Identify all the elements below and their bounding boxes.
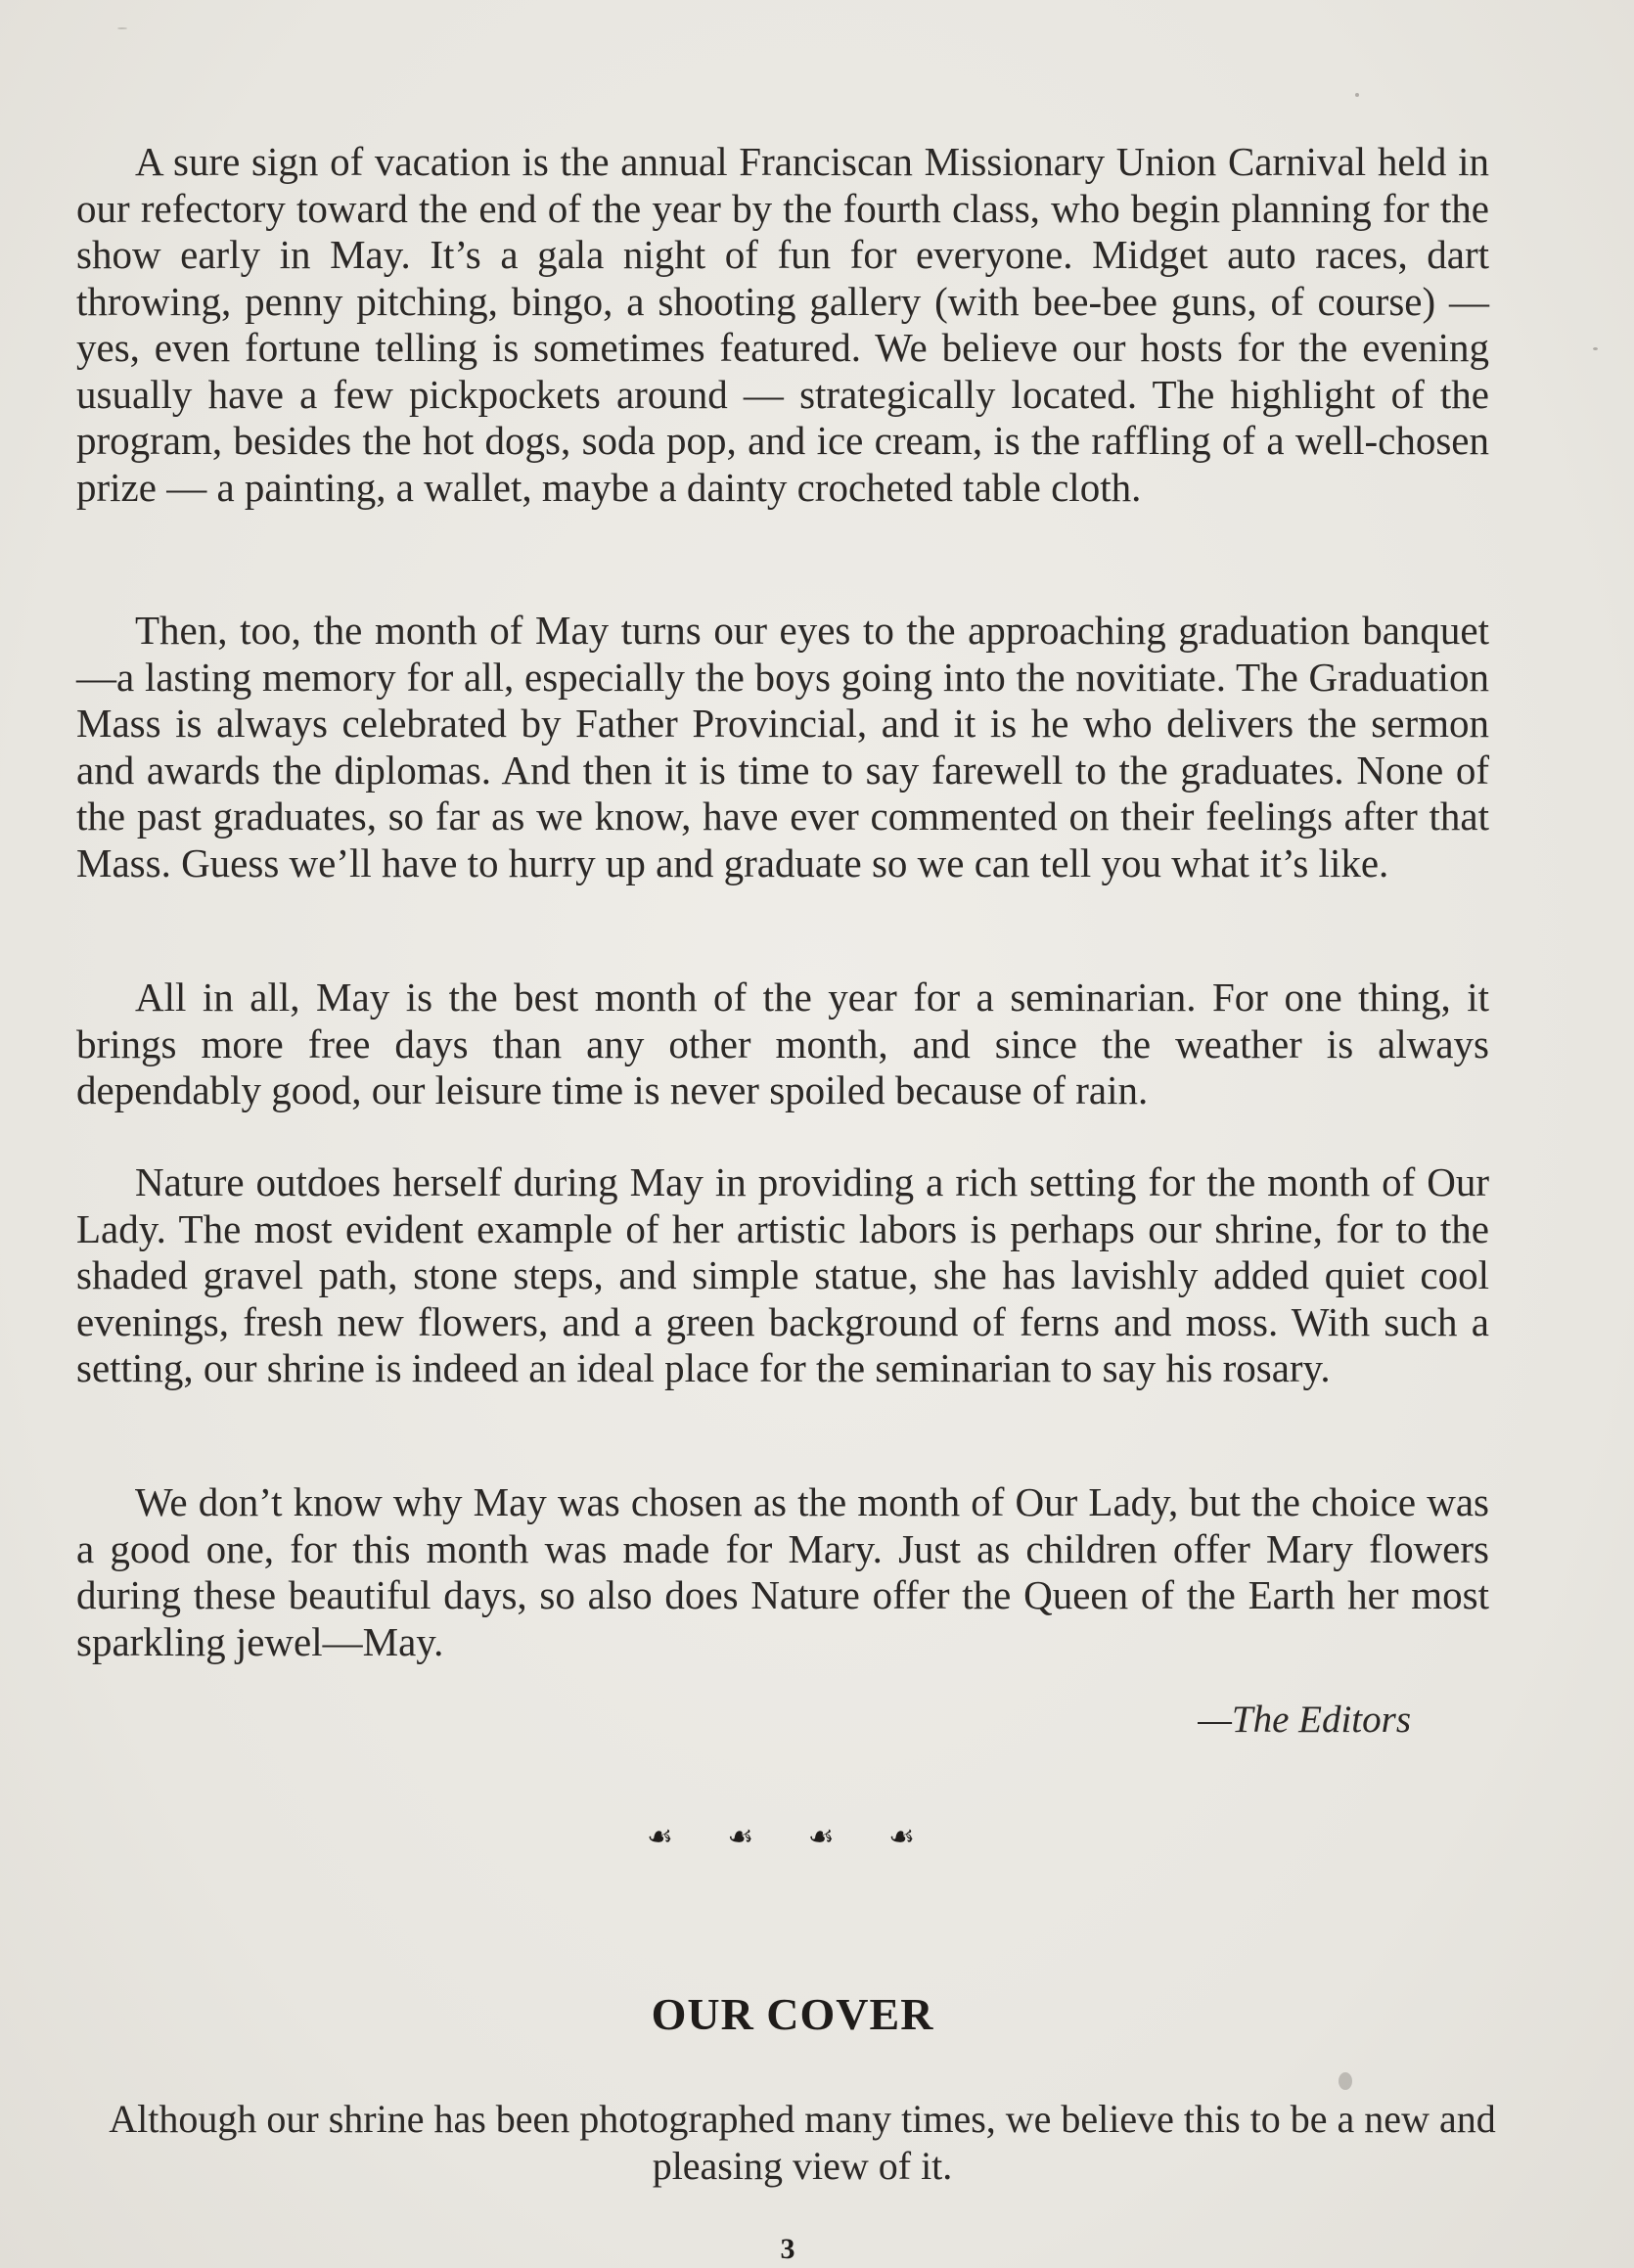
paper-speck bbox=[117, 27, 127, 29]
paper-speck bbox=[1593, 347, 1598, 350]
article-paragraph-nature bbox=[76, 1159, 1489, 1392]
paragraph-text: Nature outdoes herself during May in providing a rich setting for the month of Our Lady. The most evident example of her artistic labors is perhaps our shrine, for to the shaded gravel path, stone steps, and simple statue, she has lavishly added quiet cool evenings, fresh new flowers, and a green background of ferns and moss. With such a setting, our shrine is indeed an ideal place for the seminarian to say his rosary. bbox=[76, 1159, 1489, 1390]
article-paragraph-graduation bbox=[76, 608, 1489, 886]
cover-section-heading: OUR COVER bbox=[651, 1989, 934, 2039]
cover-description: Although our shrine has been photographed many times, we believe this to be a new and pleasing view of it. bbox=[109, 2097, 1496, 2188]
paper-speck bbox=[1355, 93, 1359, 97]
paragraph-text: We don’t know why May was chosen as the month of Our Lady, but the choice was a good one, for this month was made for Mary. Just as children offer Mary flowers during these beautiful days, so also does Nature offer the Queen of the Earth her most sparkling jewel—May. bbox=[76, 1479, 1489, 1664]
section-divider-ornament-icon: ☙ ☙ ☙ ☙ bbox=[646, 1821, 939, 1853]
editors-signature: —The Editors bbox=[1198, 1699, 1411, 1741]
paper-speck bbox=[1339, 2072, 1352, 2090]
paragraph-text: All in all, May is the best month of the year for a seminarian. For one thing, it brings more free days than any other month, and since the weather is always dependably good, our leisure time is never spoiled because of rain. bbox=[76, 975, 1489, 1112]
article-paragraph-carnival bbox=[76, 139, 1489, 511]
paragraph-text: Then, too, the month of May turns our eyes to the approaching graduation banquet—a lasting memory for all, especially the boys going into the novitiate. The Graduation Mass is always celebrated by Father Provincial, and it is he who delivers the sermon and awards the diplomas. And then it is time to say farewell to the graduates. None of the past graduates, so far as we know, have ever commented on their feelings after that Mass. Guess we’ll have to hurry up and graduate so we can tell you what it’s like. bbox=[76, 608, 1489, 885]
article-paragraph-month-of-mary bbox=[76, 1479, 1489, 1665]
page-number: 3 bbox=[780, 2233, 795, 2265]
paragraph-text: A sure sign of vacation is the annual Franciscan Missionary Union Carnival held in our refectory toward the end of the year by the fourth class, who begin planning for the show early in May. It’s a gala night of fun for everyone. Midget auto races, dart throwing, penny pitching, bingo, a shooting gallery (with bee-bee guns, of course) — yes, even fortune telling is sometimes featured. We believe our hosts for the evening usually have a few pickpockets around — strategically located. The highlight of the program, besides the hot dogs, soda pop, and ice cream, is the raffling of a well-chosen prize — a painting, a wallet, maybe a dainty crocheted table cloth. bbox=[76, 139, 1489, 510]
article-paragraph-best-month bbox=[76, 975, 1489, 1114]
